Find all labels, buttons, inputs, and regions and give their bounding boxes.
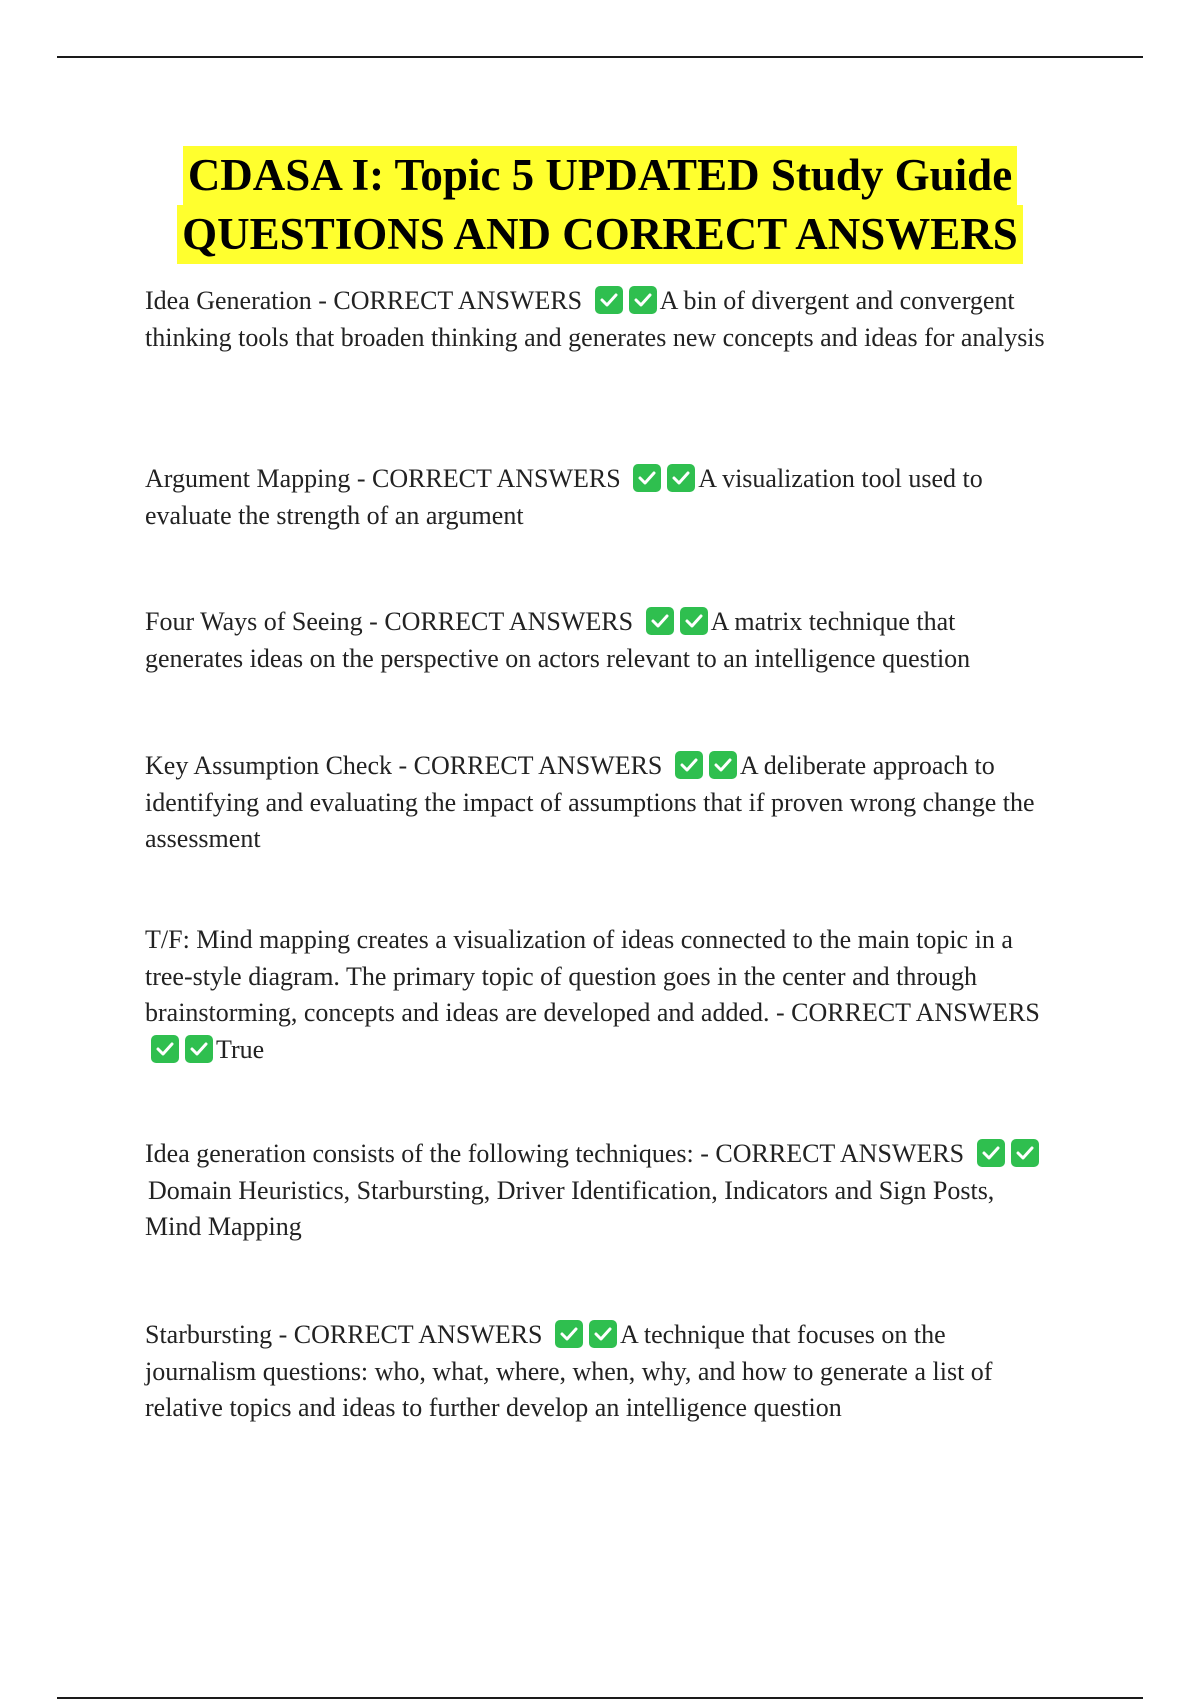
qa-item	[145, 604, 1055, 677]
answer-text: A matrix technique that generates ideas on the perspective on actors relevant to an intelligence question	[145, 607, 971, 673]
answer-text: Domain Heuristics, Starbursting, Driver Identification, Indicators and Sign Posts, Mind Mapping	[145, 1175, 995, 1241]
check-mark-icon	[633, 464, 661, 492]
question-text: Key Assumption Check - CORRECT ANSWERS	[145, 751, 663, 780]
answer-text: A deliberate approach to identifying and evaluating the impact of assumptions that if proven wrong change the assessment	[145, 751, 1035, 853]
question-text: Starbursting - CORRECT ANSWERS	[145, 1320, 543, 1349]
question-text: T/F: Mind mapping creates a visualization of ideas connected to the main topic in a tree-style diagram. The primary topic of question goes in the center and through brainstorming, concepts and ideas are developed and added. - CORRECT ANSWERS	[145, 925, 1040, 1027]
answer-text: A bin of divergent and convergent thinking tools that broaden thinking and generates new concepts and ideas for analysis	[145, 286, 1045, 352]
check-mark-icon	[555, 1320, 583, 1348]
answer-text: True	[216, 1034, 265, 1064]
qa-item	[145, 461, 1055, 534]
check-mark-icon	[151, 1035, 179, 1063]
qa-item	[145, 1317, 1055, 1427]
check-mark-icon	[675, 751, 703, 779]
question-text: Idea generation consists of the following techniques: - CORRECT ANSWERS	[145, 1139, 965, 1168]
question-text: Argument Mapping - CORRECT ANSWERS	[145, 464, 621, 493]
bottom-rule	[57, 1697, 1143, 1699]
qa-item	[145, 922, 1055, 1068]
top-rule	[57, 56, 1143, 58]
check-mark-icon	[646, 607, 674, 635]
check-mark-icon	[629, 286, 657, 314]
check-mark-icon	[977, 1139, 1005, 1167]
document-title	[0, 146, 1200, 264]
check-mark-icon	[667, 464, 695, 492]
qa-item	[145, 748, 1055, 858]
check-mark-icon	[680, 607, 708, 635]
answer-text: A visualization tool used to evaluate the strength of an argument	[145, 464, 983, 530]
check-mark-icon	[185, 1035, 213, 1063]
check-mark-icon	[595, 286, 623, 314]
qa-item	[145, 1136, 1055, 1246]
check-mark-icon	[709, 751, 737, 779]
title-line-1: CDASA I: Topic 5 UPDATED Study Guide	[183, 146, 1017, 205]
qa-item	[145, 283, 1055, 356]
check-mark-icon	[589, 1320, 617, 1348]
title-line-2: QUESTIONS AND CORRECT ANSWERS	[177, 205, 1023, 264]
question-text: Idea Generation - CORRECT ANSWERS	[145, 286, 583, 315]
check-mark-icon	[1011, 1139, 1039, 1167]
question-text: Four Ways of Seeing - CORRECT ANSWERS	[145, 607, 634, 636]
answer-text: A technique that focuses on the journalism questions: who, what, where, when, why, and how to generate a list of relative topics and ideas to further develop an intelligence question	[145, 1320, 993, 1422]
